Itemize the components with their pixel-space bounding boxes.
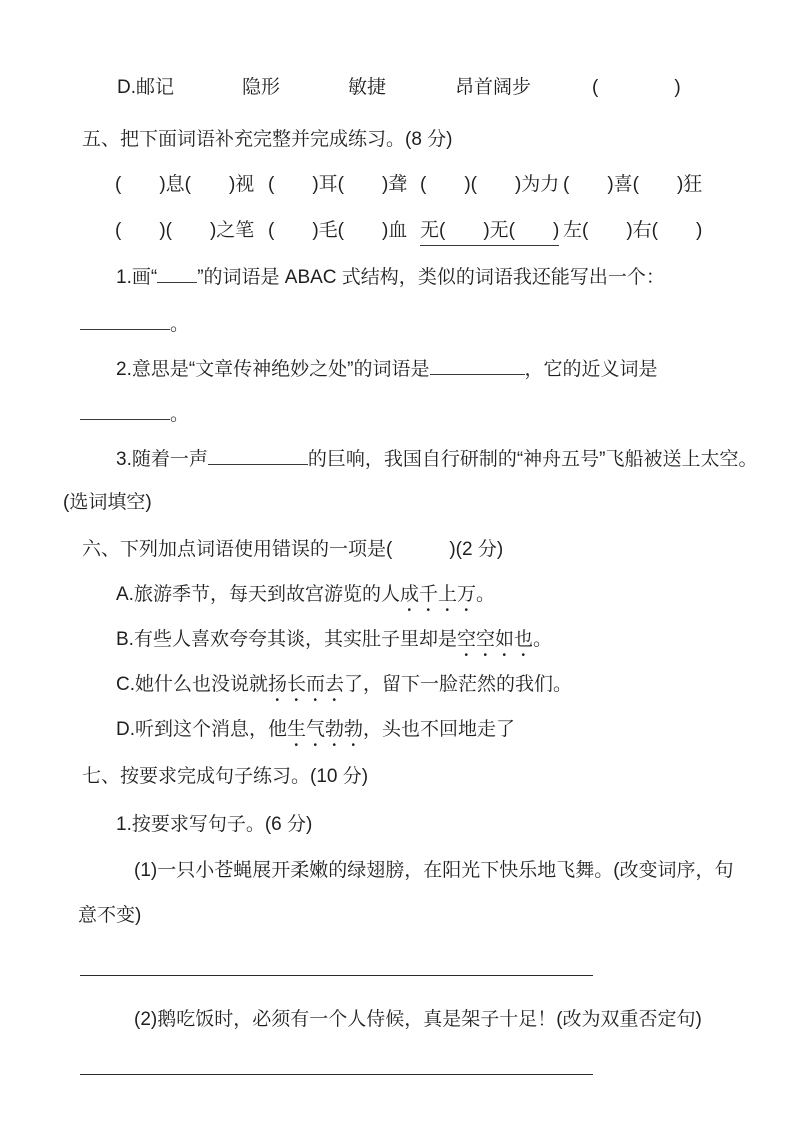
- inline-blank: [430, 355, 525, 375]
- emphasized-idiom: 成千上万: [399, 584, 476, 605]
- option-text: B.有些人喜欢夸夸其谈，其实肚子里却是: [116, 629, 457, 650]
- word-item: 敏捷: [348, 77, 387, 98]
- section5-q1-answer: [80, 310, 189, 338]
- answer-blank: [80, 310, 170, 330]
- section5-q1: [116, 263, 665, 291]
- idiom-group: 左( )右( ): [563, 220, 703, 241]
- section6-option-b: [116, 627, 552, 661]
- word-item: 昂首阔步: [455, 77, 532, 98]
- q1-text-pre: 1.画“: [116, 267, 158, 288]
- section7-heading: 七、按要求完成句子练习。(10 分): [82, 766, 369, 787]
- section5-q2-answer: [80, 400, 189, 428]
- word-item: 隐形: [242, 77, 281, 98]
- section5-q2: [116, 355, 658, 383]
- section6-option-c: [116, 672, 572, 706]
- idiom-group: ( )喜( )狂: [563, 174, 703, 195]
- inline-blank: [208, 445, 308, 465]
- answer-blank: [80, 400, 170, 420]
- emphasized-idiom: 扬长而去: [268, 674, 345, 695]
- option-text: D.听到这个消息，他: [116, 719, 288, 740]
- idiom-group: ( )( )为力: [420, 174, 560, 195]
- section7-sub1: 1.按要求写句子。(6 分): [116, 814, 313, 835]
- option-text: 。: [532, 629, 552, 650]
- section7-q1-line2: 意不变): [78, 905, 142, 926]
- section5-q3: [116, 445, 758, 473]
- word-item: D.邮记: [117, 77, 175, 98]
- answer-write-line: [80, 975, 593, 976]
- idiom-group: ( )毛( )血: [268, 220, 408, 241]
- idiom-group-underlined: 无( )无( ): [420, 218, 559, 246]
- option-text: ，头也不回地走了: [363, 719, 516, 740]
- section6-option-a: [116, 582, 495, 616]
- section7-q2: (2)鹅吃饭时，必须有一个人侍候，真是架子十足！(改为双重否定句): [134, 1009, 702, 1030]
- section6-heading: 六、下列加点词语使用错误的一项是( )(2 分): [82, 539, 504, 560]
- option-text: 了，留下一脸茫然的我们。: [344, 674, 573, 695]
- q3-text-pre: 3.随着一声: [116, 449, 208, 470]
- option-text: 。: [475, 584, 495, 605]
- idiom-group: ( )息( )视: [115, 174, 255, 195]
- answer-write-line: [80, 1074, 593, 1075]
- option-text: C.她什么也没说就: [116, 674, 269, 695]
- inline-blank: [157, 263, 197, 283]
- section5-heading: 五、把下面词语补充完整并完成练习。(8 分): [82, 129, 453, 150]
- answer-parens: ( ): [592, 77, 681, 98]
- emphasized-idiom: 生气勃勃: [287, 719, 364, 740]
- section6-option-d: [116, 717, 515, 751]
- period: 。: [170, 314, 190, 335]
- period: 。: [170, 404, 190, 425]
- option-text: A.旅游季节，每天到故宫游览的人: [116, 584, 400, 605]
- idiom-group: ( )( )之笔: [115, 220, 255, 241]
- idiom-group: ( )耳( )聋: [268, 174, 408, 195]
- emphasized-idiom: 空空如也: [456, 629, 533, 650]
- q2-text-post: ，它的近义词是: [524, 359, 658, 380]
- q1-text-post: ”的词语是 ABAC 式结构，类似的词语我还能写出一个：: [197, 267, 665, 288]
- section5-note: (选词填空): [63, 492, 152, 513]
- q3-text-post: 的巨响，我国自行研制的“神舟五号”飞船被送上太空。: [307, 449, 758, 470]
- section7-q1-line1: (1)一只小苍蝇展开柔嫩的绿翅膀，在阳光下快乐地飞舞。(改变词序，句: [134, 860, 734, 881]
- q2-text-pre: 2.意思是“文章传神绝妙之处”的词语是: [116, 359, 430, 380]
